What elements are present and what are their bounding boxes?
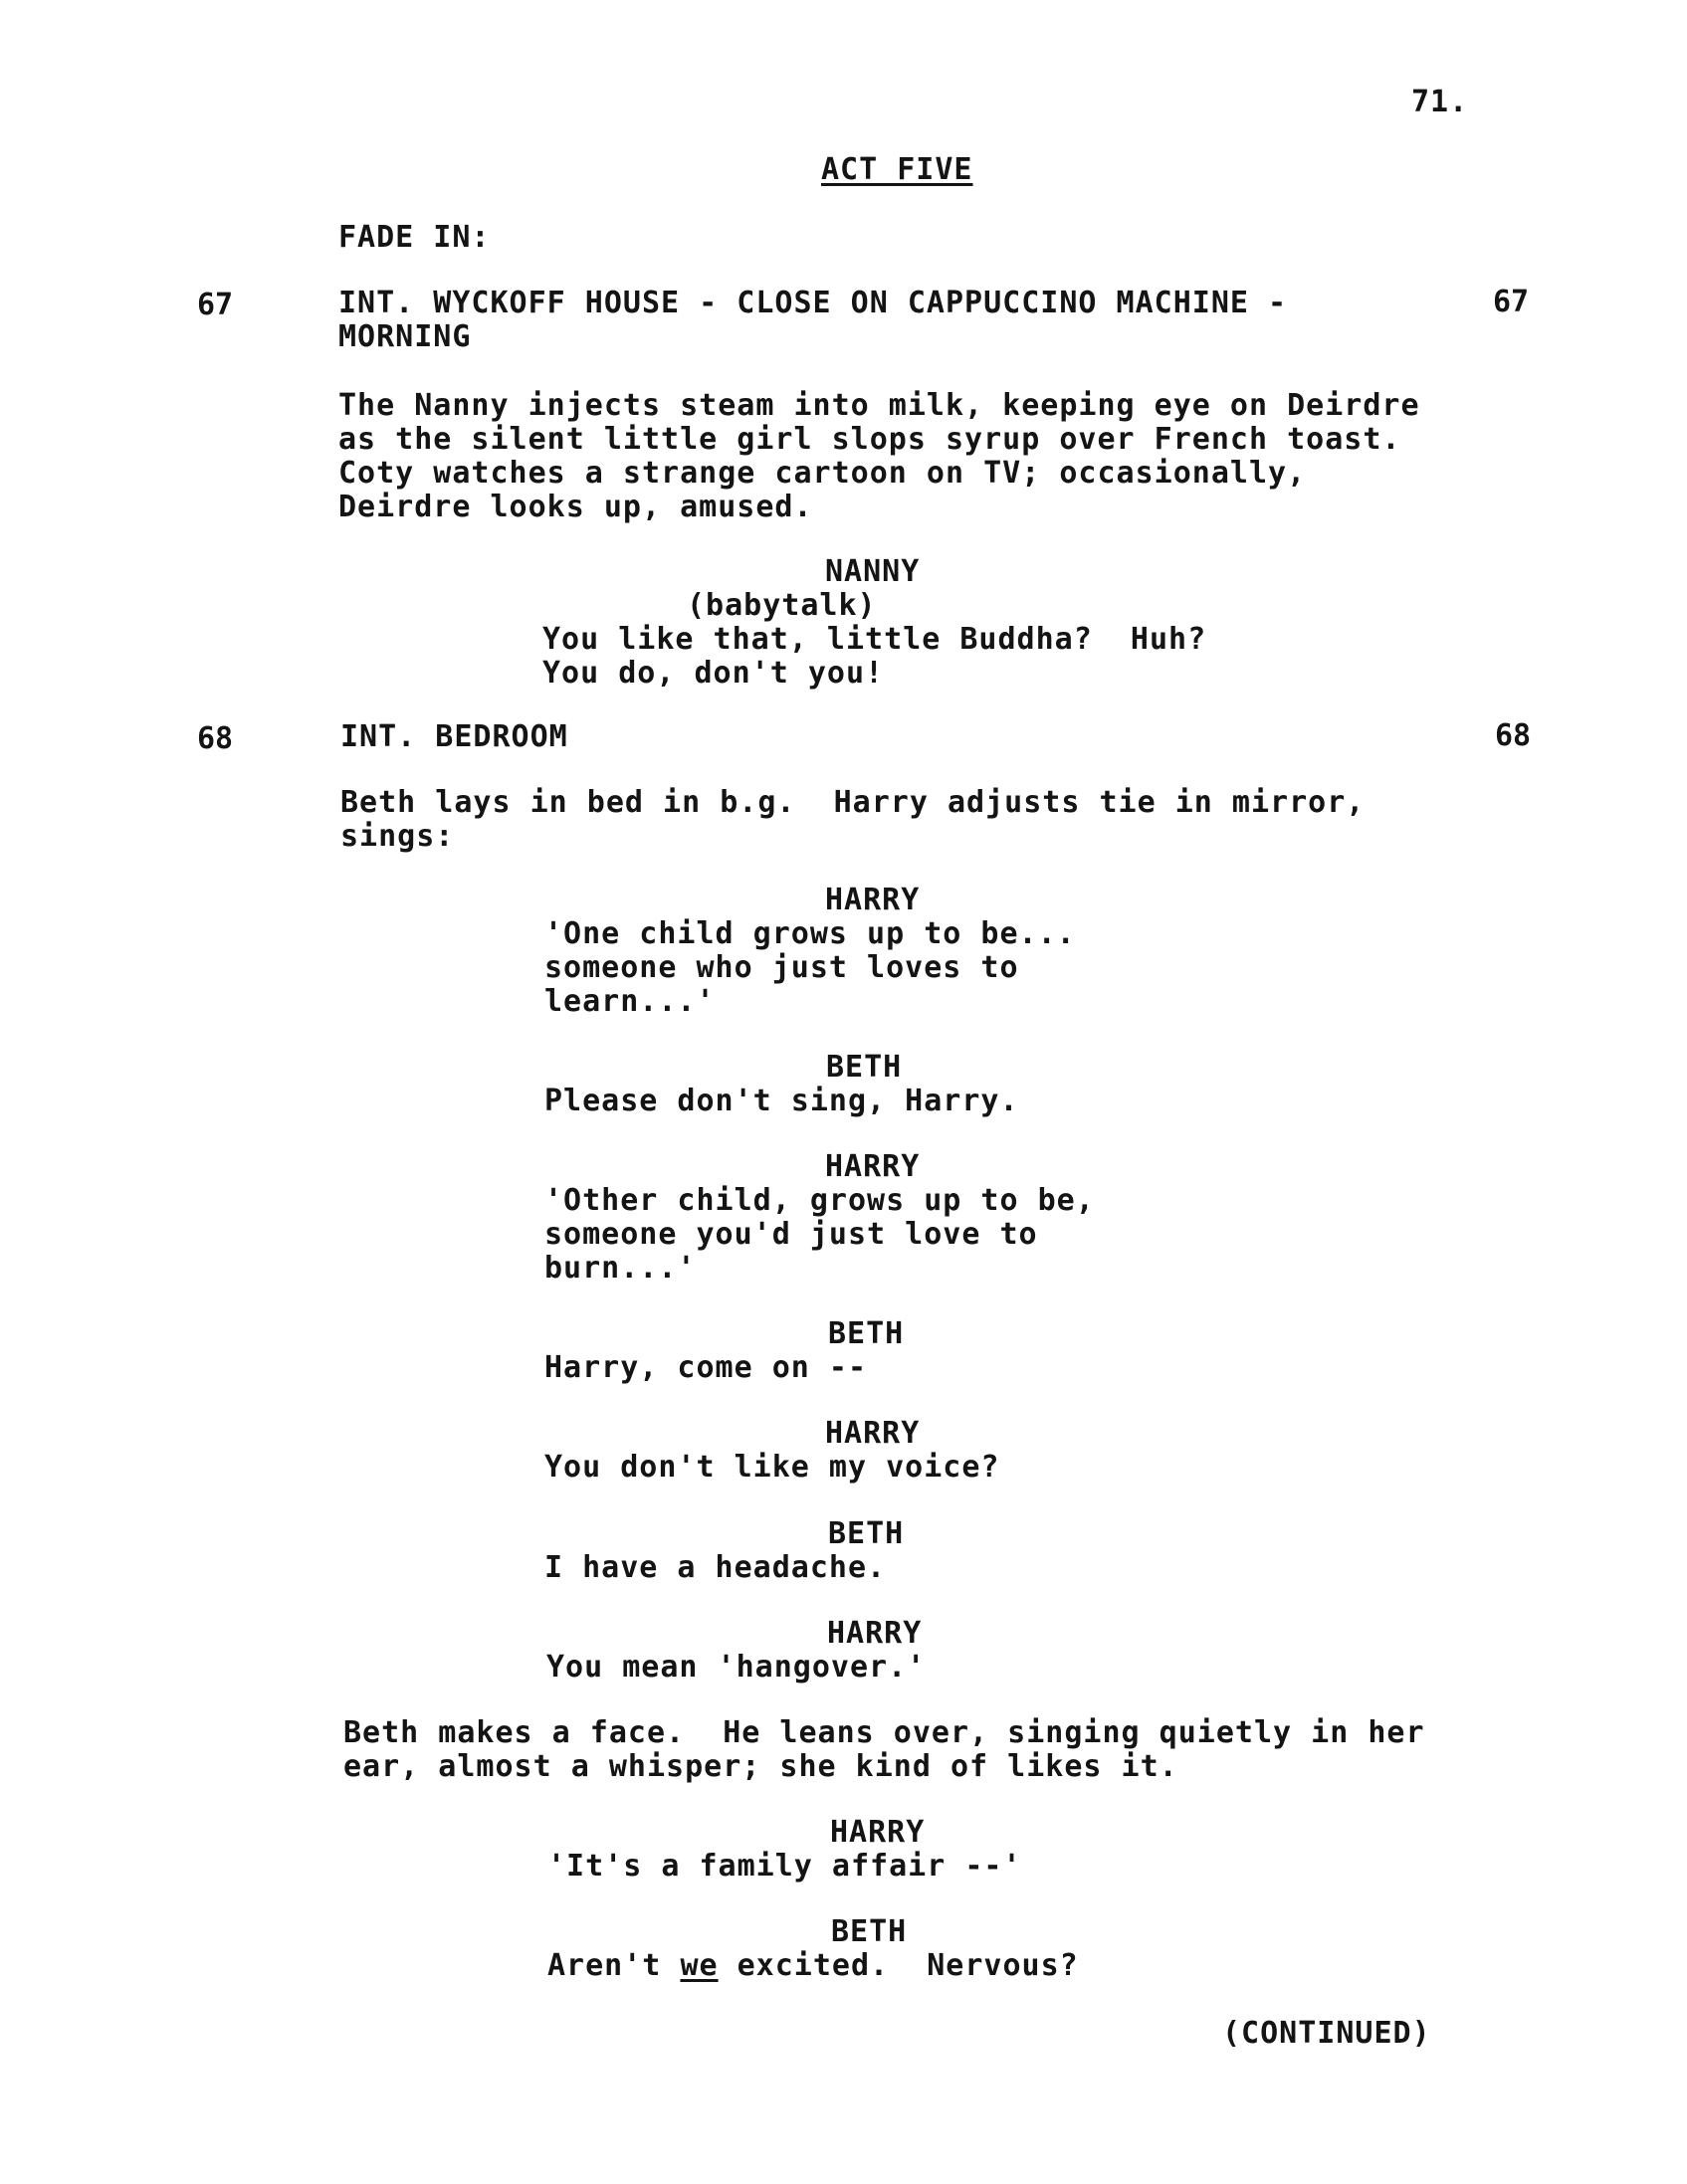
dialogue-emphasis: we <box>680 1948 719 1983</box>
act-title: ACT FIVE <box>821 152 973 187</box>
action-line: sings: <box>340 819 455 854</box>
character-cue: NANNY <box>825 554 921 589</box>
scene-number-right: 67 <box>1493 285 1530 319</box>
dialogue-line: You don't like my voice? <box>544 1450 1000 1485</box>
dialogue-line: I have a headache. <box>544 1550 887 1585</box>
dialogue-line: Harry, come on -- <box>544 1350 868 1385</box>
character-cue: HARRY <box>825 1416 921 1451</box>
character-cue: BETH <box>826 1050 903 1085</box>
action-line: Deirdre looks up, amused. <box>338 490 813 524</box>
dialogue-line <box>547 1949 1079 1983</box>
dialogue-line: 'It's a family affair --' <box>547 1849 1022 1884</box>
parenthetical: (babytalk) <box>687 588 877 623</box>
scene-number-right: 68 <box>1495 718 1532 753</box>
continued-marker: (CONTINUED) <box>1222 2016 1431 2051</box>
character-cue: BETH <box>828 1516 905 1551</box>
dialogue-line: 'Other child, grows up to be, <box>544 1183 1095 1218</box>
action-line: The Nanny injects steam into milk, keeping eye on Deirdre <box>338 388 1420 423</box>
dialogue-line: burn...' <box>544 1251 697 1286</box>
transition: FADE IN: <box>338 220 491 255</box>
dialogue-line: learn...' <box>544 984 716 1019</box>
dialogue-prefix: Aren't <box>547 1948 681 1983</box>
dialogue-line: Please don't sing, Harry. <box>544 1084 1019 1118</box>
dialogue-line: someone who just loves to <box>544 950 1019 985</box>
scene-heading: INT. WYCKOFF HOUSE - CLOSE ON CAPPUCCINO MACHINE - <box>338 286 1288 320</box>
character-cue: BETH <box>828 1316 905 1351</box>
scene-heading: INT. BEDROOM <box>340 719 568 754</box>
action-line: Beth makes a face. He leans over, singing quietly in her <box>343 1715 1425 1750</box>
dialogue-suffix: excited. Nervous? <box>718 1948 1079 1983</box>
dialogue-line: You do, don't you! <box>542 656 885 691</box>
scene-number-left: 68 <box>197 721 234 756</box>
dialogue-line: You mean 'hangover.' <box>546 1650 927 1685</box>
character-cue: HARRY <box>825 1149 921 1184</box>
action-line: as the silent little girl slops syrup over French toast. <box>338 422 1401 457</box>
dialogue-line: You like that, little Buddha? Huh? <box>542 622 1207 657</box>
character-cue: HARRY <box>830 1815 926 1850</box>
character-cue: BETH <box>831 1914 908 1949</box>
action-line: Coty watches a strange cartoon on TV; occasionally, <box>338 456 1307 491</box>
action-line: Beth lays in bed in b.g. Harry adjusts tie in mirror, <box>340 785 1366 820</box>
dialogue-line: 'One child grows up to be... <box>544 916 1076 951</box>
scene-number-left: 67 <box>197 288 234 322</box>
character-cue: HARRY <box>825 883 921 917</box>
scene-heading-continued: MORNING <box>338 319 472 354</box>
character-cue: HARRY <box>827 1616 923 1651</box>
dialogue-line: someone you'd just love to <box>544 1217 1038 1252</box>
page-number: 71. <box>1411 85 1469 119</box>
action-line: ear, almost a whisper; she kind of likes it. <box>343 1749 1178 1784</box>
